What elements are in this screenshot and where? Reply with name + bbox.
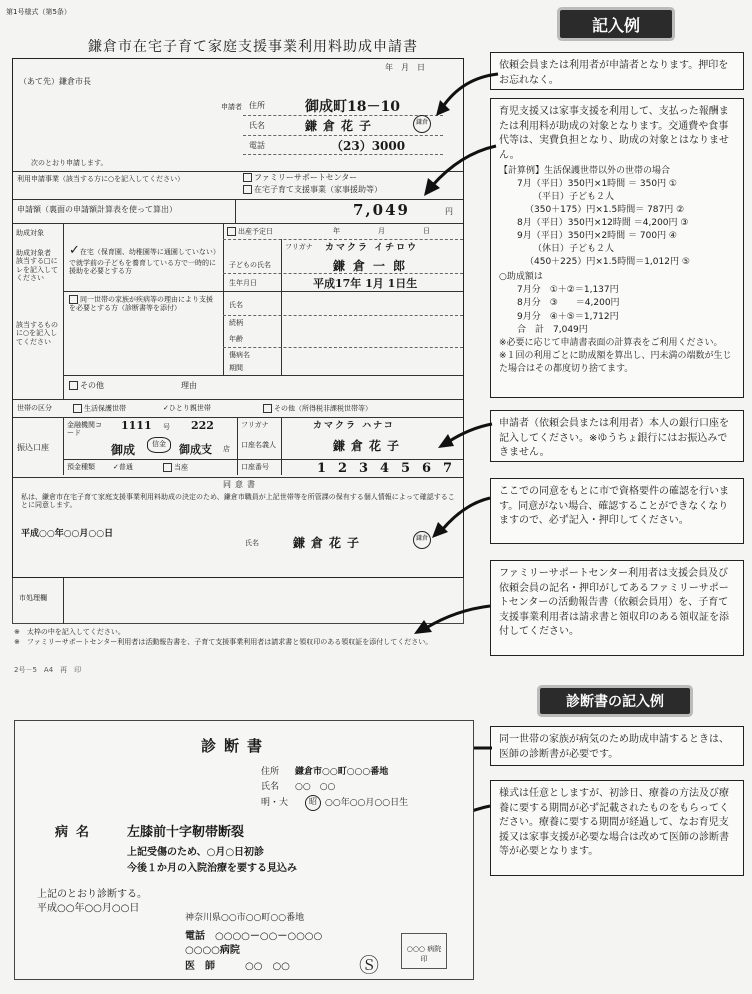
household-label: 世帯の区分 [17,404,52,412]
household-opt2: ✓ひとり親世帯 [163,404,211,412]
account-digit: 1 [316,461,327,476]
grant-title: ○助成額は [499,272,543,283]
note-1: ※ 太枠の中を記入してください。 [14,628,125,636]
birth-due-month: 月 [378,227,385,235]
cert-line-2: 今後１か月の入院治療を要する見込み [127,863,297,874]
applicant-seal: 鎌倉 [413,115,431,133]
cert-disease: 左膝前十字靭帯断裂 [127,825,245,840]
calc-note: ※１回の利用ごとに助成額を算出し、円未満の端数が生じた場合はその都度切り捨てます。 [499,350,732,374]
account-label: 口座番号 [241,463,269,471]
addressee: （あて先）鎌倉市長 [19,77,91,86]
cert-line-1: 上記受傷のため、○月○日初診 [127,847,265,858]
address-label: 住所 [249,101,265,110]
deposit-label: 預金種類 [67,463,95,471]
calc-note: ※必要に応じて申請書表面の計算表をご利用ください。 [499,337,723,348]
usage-option-home: 在宅子育て支援事業（家事援助等） [243,185,382,195]
arrow-icon [432,70,502,120]
reason-side-2: 該当するものに○を記入してください [16,321,58,346]
office-use-box [12,578,464,624]
grant-line: 9月分 ④＋⑤＝1,712円 [517,311,619,322]
household-opt1: 生活保護世帯 [73,404,126,413]
calc-intro: 育児支援又は家事支援を利用して、支払った報酬または利用料が助成の対象となります。交通費や食事代等は、実費負担となり、助成の対象とはなりません。 [499,106,729,161]
cert-diagnosis-text: 上記のとおり診断する。 [37,889,147,900]
child-name: 鎌倉一郎 [333,259,414,273]
holder-name-label: 口座名義人 [241,441,276,449]
child-furigana: カマクラ イチロウ [325,243,419,253]
cert-name-label: 氏名 [261,782,280,792]
arrow-icon [436,418,496,452]
child-furigana-label: フリガナ [285,243,313,251]
reason-option-1: ✓在宅（保育園、幼稚園等に通園していない）で就学前の子どもを養育している方で一時的に援助を必要とする方 [69,243,217,275]
note-box-certificate-detail: 様式は任意としますが、初診日、療養の方法及び療養に要する期間が必ず記載されたものをもらってください。療養に要する期間が経過して、なお育児支援又は家事支援が必要な場合は改めて医師の診断書等が必要となります。 [490,780,744,876]
consent-seal: 鎌倉 [413,531,431,549]
name-value: 鎌倉花子 [305,119,378,133]
usage-option-fsc: ファミリーサポートセンター [243,173,357,183]
calc-line: 7月（平日）350円×1時間 ＝ 350円 ① [517,179,678,190]
note-box-calculation [490,98,744,398]
consent-name-label: 氏名 [245,539,259,547]
note-box-applicant: 依頼会員または利用者が申請者となります。押印をお忘れなく。 [490,52,744,90]
cert-hospital-address: 神奈川県○○市○○町○○番地 [185,913,305,923]
calc-line: （平日）子ども２人 [533,192,615,203]
relation-label: 続柄 [229,319,243,327]
account-digits [313,459,463,475]
deposit-opt1: ✓普通 [113,463,133,471]
phone-value: （23）3000 [331,139,406,153]
reason-option-3: その他 [69,381,104,391]
name-label: 氏名 [249,121,265,130]
consent-name: 鎌倉花子 [293,536,366,550]
account-digit: 7 [442,461,453,476]
cert-hospital-phone: 電話 ○○○○－○○－○○○○ [185,931,323,942]
household-opt3: その他（所得税非課税世帯等） [263,404,372,413]
office-label: 市処理欄 [19,594,47,602]
grant-line: 合 計 7,049円 [517,324,588,335]
child-birth-label: 生年月日 [229,279,257,287]
cert-diagnosis-date: 平成○○年○○月○○日 [37,903,140,914]
account-digit: 6 [421,461,432,476]
birth-due-label: 出産予定日 [227,227,273,236]
intro-text: 次のとおり申請します。 [31,159,108,167]
grant-line: 7月分 ①＋②＝1,137円 [517,285,619,296]
bank-branch-name: 御成支 [179,443,212,456]
consent-title: 同意書 [223,480,259,489]
usage-row-label: 利用申請事業（該当する方に○を記入してください） [17,175,185,183]
example-header: 記入例 [560,10,672,38]
phone-label: 電話 [249,141,265,150]
bank-branch-suffix: 店 [223,445,230,453]
amount-value: 7,049 [353,201,410,219]
cert-doctor-name: ○○ ○○ [245,961,290,972]
cert-hospital-seal: ○○○ 病院印 [401,933,447,969]
cert-disease-label: 病名 [55,825,98,840]
amount-unit: 円 [445,207,453,216]
reason-header: 助成対象 [16,229,44,237]
account-digit: 5 [400,461,411,476]
bank-branch-num: 222 [191,419,214,432]
consent-text: 私は、鎌倉市在宅子育て家庭支援事業利用料助成の決定のため、鎌倉市職員が上記世帯等を所管課の保有する個人情報によって確認することに同意します。 [21,493,455,510]
cert-birth: ○○年○○月○○日生 [325,798,409,808]
calc-line: （休日）子ども２人 [533,244,615,255]
disease-label: 傷病名 [229,351,250,359]
holder-furigana: カマクラ ハナコ [313,421,395,431]
certificate-example-header: 診断書の記入例 [540,688,690,714]
cert-era-circle: 昭 [305,795,321,811]
child-name-label: 子どもの氏名 [229,261,271,269]
age-label: 年齢 [229,335,243,343]
bank-branch-code: 1111 [121,419,152,432]
cert-hospital-name: ○○○○病院 [185,945,240,956]
note-2: ※ ファミリーサポートセンター利用者は活動報告書を、子育て支援事業利用者は請求書と領収印のある領収証を添付してください。 [14,638,433,646]
note-box-bank: 申請者（依頼会員または利用者）本人の銀行口座を記入してください。※ゆうちょ銀行にはお振込みできません。 [490,410,744,462]
sick-name-label: 氏名 [229,301,243,309]
arrow-icon [420,140,500,200]
note-box-consent: ここでの同意をもとに市で資格要件の確認を行います。同意がない場合、確認することができなくなりますので、必ず記入・押印してください。 [490,478,744,544]
bank-no-label: 号 [163,423,170,431]
date-label: 年 月 日 [385,63,425,72]
bank-type-circle: 信金 [147,437,171,453]
account-digit: 4 [379,461,390,476]
applicant-label: 申請者 [221,103,242,111]
arrow-icon [410,600,494,640]
form-number: 第1号様式（第5条） [6,8,71,16]
grant-line: 8月分 ③ ＝4,200円 [517,298,620,309]
calc-line: （350＋175）円×1.5時間＝ 787円 ② [525,205,685,216]
arrow-icon [428,492,494,542]
cert-address-label: 住所 [261,767,280,777]
cert-name: ○○ ○○ [295,782,336,792]
calc-line: （450＋225）円×1.5時間＝1,012円 ⑤ [525,257,690,268]
note-box-certificate: 同一世帯の家族が病気のため助成申請するときは、医師の診断書が必要です。 [490,726,744,766]
reason-option-2: 同一世帯の家族が疾病等の理由により支援を必要とする方（診断書等を添付） [69,295,213,312]
account-digit: 2 [337,461,348,476]
holder-furigana-label: フリガナ [241,421,269,429]
calc-line: 8月（平日）350円×12時間 ＝4,200円 ③ [517,218,689,229]
medical-certificate [14,720,474,980]
account-digit: 3 [358,461,369,476]
footer-code: 2号－5 A4 再 印 [14,666,82,674]
calc-line: 9月（平日）350円×2時間 ＝ 700円 ④ [517,231,678,242]
child-birth: 平成17年 1月 1日生 [313,277,418,290]
cert-address: 鎌倉市○○町○○○番地 [295,767,389,777]
reason-side: 助成対象者 該当する□にレを記入してください [16,249,58,283]
calc-title: 【計算例】生活保護世帯以外の世帯の場合 [499,166,671,176]
cert-title: 診断書 [201,737,271,755]
deposit-opt2: 当座 [163,463,188,472]
period-label: 期間 [229,364,243,372]
form-title: 鎌倉市在宅子育て家庭支援事業利用料助成申請書 [88,39,418,55]
consent-date: 平成○○年○○月○○日 [21,529,114,539]
note-box-attachment: ファミリーサポートセンター利用者は支援会員及び依頼会員の記名・押印がしてあるファミリーサポートセンターの活動報告書（依頼会員用）を、子育て支援事業利用者は請求書と領収印のある領収証を添付してください。 [490,560,744,656]
holder-name: 鎌倉花子 [333,439,406,453]
cert-era-label: 明・大 [261,798,289,808]
birth-due-day: 日 [423,227,430,235]
bank-code-label: 金融機関コード [67,421,102,438]
cert-doctor-label: 医 師 [185,961,215,972]
bank-name: 御成 [111,443,136,457]
application-form [12,58,464,578]
address-value: 御成町18－10 [305,99,400,115]
bank-label: 振込口座 [17,443,49,452]
cert-doctor-seal: Ⓢ [359,953,379,977]
reason-option-3-tag: 理由 [181,381,197,390]
amount-label: 申請額（裏面の申請額計算表を使って算出） [17,205,177,214]
birth-due-year: 年 [333,227,340,235]
